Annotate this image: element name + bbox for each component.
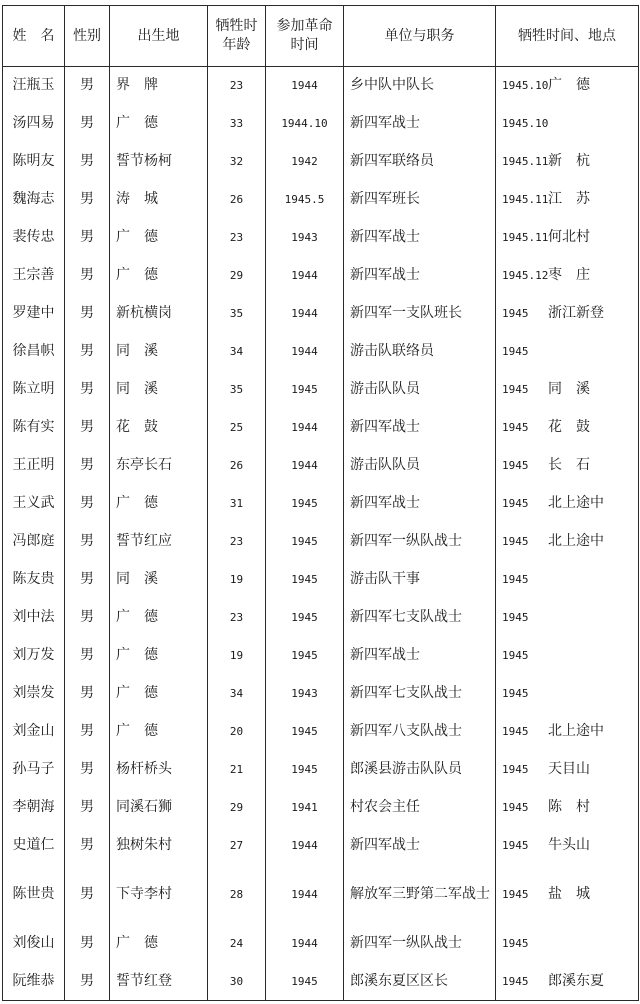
cell-name: 王宗善 [3, 257, 65, 295]
cell-gender: 男 [65, 219, 110, 257]
cell-age: 30 [208, 963, 266, 1001]
cell-death [496, 713, 639, 751]
cell-death [496, 409, 639, 447]
cell-gender: 男 [65, 789, 110, 827]
cell-age: 21 [208, 751, 266, 789]
cell-gender: 男 [65, 599, 110, 637]
cell-age: 34 [208, 333, 266, 371]
death-time: 1945 [502, 497, 529, 510]
cell-name: 刘中法 [3, 599, 65, 637]
cell-unit: 游击队联络员 [344, 333, 496, 371]
cell-name: 陈立明 [3, 371, 65, 409]
cell-birthplace: 广 德 [110, 105, 208, 143]
cell-death [496, 143, 639, 181]
death-place: 北上途中 [548, 723, 604, 739]
cell-age: 34 [208, 675, 266, 713]
cell-birthplace: 广 德 [110, 219, 208, 257]
cell-joined: 1944 [266, 447, 344, 485]
cell-gender: 男 [65, 865, 110, 925]
cell-age: 29 [208, 789, 266, 827]
cell-gender: 男 [65, 143, 110, 181]
death-place: 长 石 [548, 457, 590, 473]
cell-unit: 新四军联络员 [344, 143, 496, 181]
death-place: 郎溪东夏 [548, 972, 604, 989]
cell-joined: 1945 [266, 713, 344, 751]
cell-gender: 男 [65, 485, 110, 523]
cell-name: 罗建中 [3, 295, 65, 333]
table-row [3, 925, 639, 963]
cell-joined: 1945 [266, 751, 344, 789]
cell-joined: 1944 [266, 295, 344, 333]
table-body [3, 67, 639, 1001]
martyrs-table [2, 5, 639, 1001]
death-time: 1945.10 [502, 79, 549, 93]
cell-gender: 男 [65, 295, 110, 333]
cell-age: 24 [208, 925, 266, 963]
cell-name: 魏海志 [3, 181, 65, 219]
cell-birthplace: 誓节红应 [110, 523, 208, 561]
cell-age: 29 [208, 257, 266, 295]
death-time: 1945 [502, 421, 529, 434]
death-place: 广 德 [548, 77, 590, 94]
cell-name: 王正明 [3, 447, 65, 485]
cell-joined: 1944 [266, 333, 344, 371]
cell-birthplace: 杨杆桥头 [110, 751, 208, 789]
death-time: 1945 [502, 535, 529, 548]
cell-birthplace: 广 德 [110, 257, 208, 295]
table-row [3, 257, 639, 295]
death-time: 1945 [502, 459, 529, 472]
cell-gender: 男 [65, 105, 110, 143]
table-row [3, 751, 639, 789]
death-time: 1945 [502, 573, 529, 586]
header-gender: 性别 [65, 6, 110, 67]
cell-age: 35 [208, 295, 266, 333]
death-place: 新 杭 [548, 153, 590, 169]
cell-name: 王义武 [3, 485, 65, 523]
cell-name: 陈友贵 [3, 561, 65, 599]
cell-joined: 1944 [266, 865, 344, 925]
cell-name: 裴传忠 [3, 219, 65, 257]
cell-gender: 男 [65, 181, 110, 219]
death-place: 牛头山 [548, 837, 590, 853]
cell-unit: 新四军战士 [344, 637, 496, 675]
cell-death [496, 447, 639, 485]
death-place: 花 鼓 [548, 419, 590, 435]
death-time: 1945 [502, 888, 529, 901]
cell-birthplace: 广 德 [110, 925, 208, 963]
cell-birthplace: 广 德 [110, 485, 208, 523]
cell-birthplace: 涛 城 [110, 181, 208, 219]
cell-joined: 1943 [266, 675, 344, 713]
cell-age: 27 [208, 827, 266, 865]
cell-joined: 1944 [266, 409, 344, 447]
cell-birthplace: 誓节红登 [110, 963, 208, 1001]
cell-joined: 1944.10 [266, 105, 344, 143]
death-time: 1945.11 [502, 155, 549, 168]
death-place: 枣 庄 [548, 267, 590, 283]
death-place: 北上途中 [548, 495, 604, 511]
table-row [3, 333, 639, 371]
cell-age: 20 [208, 713, 266, 751]
cell-unit: 新四军一纵队战士 [344, 523, 496, 561]
cell-unit: 新四军七支队战士 [344, 675, 496, 713]
cell-name: 史道仁 [3, 827, 65, 865]
cell-name: 刘万发 [3, 637, 65, 675]
cell-death [496, 865, 639, 925]
cell-gender: 男 [65, 257, 110, 295]
cell-joined: 1944 [266, 257, 344, 295]
cell-joined: 1944 [266, 925, 344, 963]
death-time: 1945 [502, 345, 529, 358]
cell-joined: 1945 [266, 371, 344, 409]
death-time: 1945 [502, 307, 529, 320]
cell-joined: 1945 [266, 963, 344, 1001]
death-time: 1945 [502, 725, 529, 738]
death-time: 1945 [502, 687, 529, 700]
header-row [3, 6, 639, 67]
cell-age: 32 [208, 143, 266, 181]
death-place: 江 苏 [548, 191, 590, 207]
death-time: 1945 [502, 763, 529, 776]
cell-birthplace: 花 鼓 [110, 409, 208, 447]
cell-death [496, 789, 639, 827]
table-row [3, 523, 639, 561]
death-time: 1945.11 [502, 193, 549, 206]
cell-unit: 新四军战士 [344, 257, 496, 295]
death-place: 盐 城 [548, 886, 590, 902]
cell-death [496, 333, 639, 371]
cell-death [496, 963, 639, 1001]
cell-birthplace: 独树朱村 [110, 827, 208, 865]
cell-unit: 新四军班长 [344, 181, 496, 219]
table-row [3, 105, 639, 143]
cell-death [496, 827, 639, 865]
cell-joined: 1942 [266, 143, 344, 181]
cell-death [496, 523, 639, 561]
cell-gender: 男 [65, 963, 110, 1001]
header-age: 牺牲时年龄 [208, 6, 266, 67]
cell-birthplace: 同 溪 [110, 561, 208, 599]
death-time: 1945.11 [502, 231, 549, 244]
cell-birthplace: 新杭横岗 [110, 295, 208, 333]
cell-birthplace: 同 溪 [110, 333, 208, 371]
table-row [3, 409, 639, 447]
cell-birthplace: 同 溪 [110, 371, 208, 409]
cell-death [496, 105, 639, 143]
cell-birthplace: 东亭长石 [110, 447, 208, 485]
cell-name: 刘金山 [3, 713, 65, 751]
cell-birthplace: 誓节杨柯 [110, 143, 208, 181]
cell-death [496, 371, 639, 409]
cell-name: 陈明友 [3, 143, 65, 181]
cell-name: 徐昌帜 [3, 333, 65, 371]
death-time: 1945 [502, 974, 529, 988]
cell-birthplace: 下寺李村 [110, 865, 208, 925]
cell-joined: 1945 [266, 485, 344, 523]
cell-name: 刘俊山 [3, 925, 65, 963]
cell-birthplace: 广 德 [110, 675, 208, 713]
cell-gender: 男 [65, 561, 110, 599]
cell-death [496, 257, 639, 295]
cell-death [496, 561, 639, 599]
cell-age: 25 [208, 409, 266, 447]
death-time: 1945 [502, 839, 529, 852]
death-place: 陈 村 [548, 799, 590, 815]
cell-unit: 郎溪县游击队队员 [344, 751, 496, 789]
header-name: 姓 名 [3, 6, 65, 67]
cell-birthplace: 同溪石狮 [110, 789, 208, 827]
cell-death [496, 675, 639, 713]
header-joined: 参加革命时间 [266, 6, 344, 67]
cell-gender: 男 [65, 827, 110, 865]
cell-unit: 新四军战士 [344, 827, 496, 865]
cell-age: 23 [208, 523, 266, 561]
cell-unit: 村农会主任 [344, 789, 496, 827]
cell-joined: 1944 [266, 67, 344, 105]
cell-death [496, 637, 639, 675]
cell-name: 刘崇发 [3, 675, 65, 713]
cell-death [496, 599, 639, 637]
death-time: 1945.10 [502, 117, 549, 130]
table-row [3, 485, 639, 523]
cell-gender: 男 [65, 713, 110, 751]
cell-age: 31 [208, 485, 266, 523]
table-row [3, 713, 639, 751]
cell-death [496, 295, 639, 333]
cell-name: 陈有实 [3, 409, 65, 447]
cell-unit: 游击队队员 [344, 447, 496, 485]
cell-gender: 男 [65, 447, 110, 485]
cell-name: 阮维恭 [3, 963, 65, 1001]
cell-gender: 男 [65, 371, 110, 409]
cell-name: 李朝海 [3, 789, 65, 827]
cell-unit: 新四军战士 [344, 409, 496, 447]
table-row [3, 181, 639, 219]
death-place: 何北村 [548, 229, 590, 245]
cell-name: 汪瓶玉 [3, 67, 65, 105]
cell-name: 孙马子 [3, 751, 65, 789]
cell-joined: 1944 [266, 827, 344, 865]
cell-joined: 1945 [266, 523, 344, 561]
cell-death [496, 485, 639, 523]
death-place: 天目山 [548, 761, 590, 777]
cell-unit: 新四军战士 [344, 219, 496, 257]
table-row [3, 67, 639, 105]
cell-gender: 男 [65, 67, 110, 105]
cell-name: 汤四易 [3, 105, 65, 143]
table-row [3, 561, 639, 599]
cell-joined: 1943 [266, 219, 344, 257]
cell-age: 19 [208, 561, 266, 599]
death-place: 浙江新登 [548, 305, 604, 321]
death-time: 1945 [502, 649, 529, 662]
cell-gender: 男 [65, 751, 110, 789]
cell-unit: 新四军七支队战士 [344, 599, 496, 637]
table-row [3, 637, 639, 675]
cell-unit: 乡中队中队长 [344, 67, 496, 105]
cell-death [496, 181, 639, 219]
cell-unit: 游击队队员 [344, 371, 496, 409]
cell-joined: 1941 [266, 789, 344, 827]
cell-age: 26 [208, 447, 266, 485]
death-time: 1945 [502, 801, 529, 814]
cell-age: 23 [208, 599, 266, 637]
cell-unit: 郎溪东夏区区长 [344, 963, 496, 1001]
table-row [3, 789, 639, 827]
cell-age: 23 [208, 219, 266, 257]
cell-death [496, 219, 639, 257]
cell-joined: 1945.5 [266, 181, 344, 219]
cell-birthplace: 广 德 [110, 599, 208, 637]
death-time: 1945 [502, 383, 529, 396]
cell-age: 33 [208, 105, 266, 143]
header-unit: 单位与职务 [344, 6, 496, 67]
header-birthplace: 出生地 [110, 6, 208, 67]
cell-joined: 1945 [266, 599, 344, 637]
table-row [3, 219, 639, 257]
table-row [3, 295, 639, 333]
death-time: 1945 [502, 937, 529, 950]
cell-unit: 解放军三野第二军战士 [344, 865, 496, 925]
cell-name: 陈世贵 [3, 865, 65, 925]
cell-birthplace: 界 牌 [110, 67, 208, 105]
cell-age: 19 [208, 637, 266, 675]
table-row [3, 675, 639, 713]
cell-gender: 男 [65, 637, 110, 675]
cell-birthplace: 广 德 [110, 713, 208, 751]
cell-death [496, 751, 639, 789]
cell-age: 23 [208, 67, 266, 105]
cell-gender: 男 [65, 675, 110, 713]
table-row [3, 143, 639, 181]
cell-age: 28 [208, 865, 266, 925]
cell-name: 冯郎庭 [3, 523, 65, 561]
cell-joined: 1945 [266, 637, 344, 675]
table-row [3, 827, 639, 865]
death-place: 同 溪 [548, 381, 590, 397]
table-row [3, 865, 639, 925]
cell-death [496, 925, 639, 963]
cell-age: 35 [208, 371, 266, 409]
cell-gender: 男 [65, 925, 110, 963]
cell-unit: 新四军一纵队战士 [344, 925, 496, 963]
death-time: 1945 [502, 611, 529, 624]
death-place: 北上途中 [548, 533, 604, 549]
table-row [3, 599, 639, 637]
cell-gender: 男 [65, 333, 110, 371]
header-death: 牺牲时间、地点 [496, 6, 639, 67]
cell-joined: 1945 [266, 561, 344, 599]
cell-unit: 游击队干事 [344, 561, 496, 599]
death-time: 1945.12 [502, 269, 549, 282]
table-header [3, 6, 639, 67]
cell-birthplace: 广 德 [110, 637, 208, 675]
cell-unit: 新四军一支队班长 [344, 295, 496, 333]
table-row [3, 371, 639, 409]
cell-gender: 男 [65, 409, 110, 447]
cell-unit: 新四军八支队战士 [344, 713, 496, 751]
table-row [3, 963, 639, 1001]
cell-death [496, 67, 639, 105]
cell-gender: 男 [65, 523, 110, 561]
cell-age: 26 [208, 181, 266, 219]
cell-unit: 新四军战士 [344, 485, 496, 523]
table-row [3, 447, 639, 485]
cell-unit: 新四军战士 [344, 105, 496, 143]
